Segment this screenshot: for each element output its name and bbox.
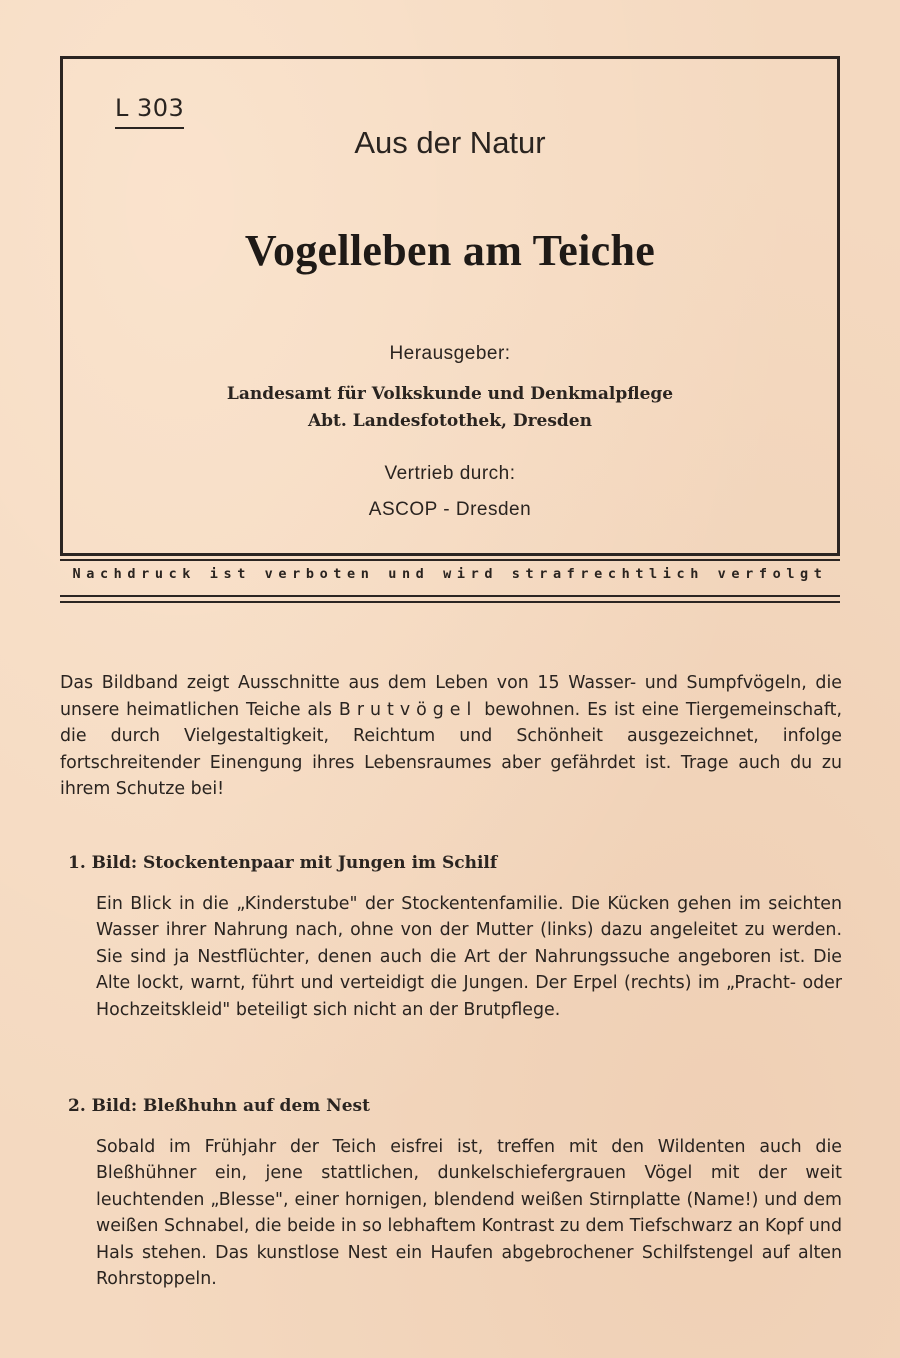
publisher-line-1: Landesamt für Volkskunde und Denkmalpflege	[226, 384, 674, 404]
intro-emphasis: Brutvögel	[338, 699, 478, 720]
section-body: Ein Blick in die „Kinderstube" der Stockentenfamilie. Die Kücken gehen im seichten Wasser ihrer Nahrung nach, ohne von der Mutter (links) dazu angeleitet zu werden. Sie sind ja Nestflüchter, denen auch die Art der Nahrungssuche angeboren ist. Die Alte lockt, warnt, führt und verteidigt die Jungen. Der Erpel (rechts) im „Pracht- oder Hochzeitskleid" beteiligt sich nicht an der Brutpflege.	[96, 893, 842, 1020]
section-heading: 1. Bild: Stockentenpaar mit Jungen im Schilf	[68, 853, 498, 873]
copyright-notice: Nachdruck ist verboten und wird strafrechtlich verfolgt	[72, 566, 828, 582]
publisher-line-2: Abt. Landesfotothek, Dresden	[307, 411, 592, 431]
intro-text-after: bewohnen. Es ist eine Tiergemeinschaft, die durch Vielgestaltigkeit, Reichtum und Schönheit ausgezeichnet, infolge fortschreitender Einengung ihres Lebensraumes aber gefährdet ist. Trage auch du zu ihrem Schutze bei!	[60, 699, 842, 799]
section-2	[60, 1093, 842, 1293]
intro-text-before: Das Bildband zeigt Ausschnitte aus dem Leben von 15 Wasser- und Sumpfvögeln, die unsere heimatlichen Teiche als	[60, 673, 842, 720]
divider-rule	[60, 595, 840, 597]
series-code: L 303	[115, 93, 184, 129]
section-body: Sobald im Frühjahr der Teich eisfrei ist, treffen mit den Wildenten auch die Bleßhühner ein, jene stattlichen, dunkelschiefergrauen Vögel mit der weit leuchtenden „Blesse", einer hornigen, blendend weißen Stirnplatte (Name!) und dem weißen Schnabel, die beide in so lebhaftem Kontrast zu dem Tiefschwarz an Kopf und Hals stehen. Das kunstlose Nest ein Haufen abgebrochener Schilfstengel auf alten Rohrstoppeln.	[96, 1136, 842, 1289]
section-heading: 2. Bild: Bleßhuhn auf dem Nest	[68, 1096, 370, 1116]
publisher-label: Herausgeber:	[389, 343, 511, 364]
section-1	[60, 850, 842, 1023]
divider-rule	[60, 601, 840, 603]
distribution-label: Vertrieb durch:	[384, 463, 516, 484]
intro-paragraph	[60, 670, 842, 803]
series-title: Aus der Natur	[354, 125, 546, 160]
title-box	[60, 56, 840, 556]
page-title: Vogelleben am Teiche	[244, 226, 656, 275]
divider-rule	[60, 559, 840, 561]
distributor: ASCOP - Dresden	[368, 499, 532, 520]
